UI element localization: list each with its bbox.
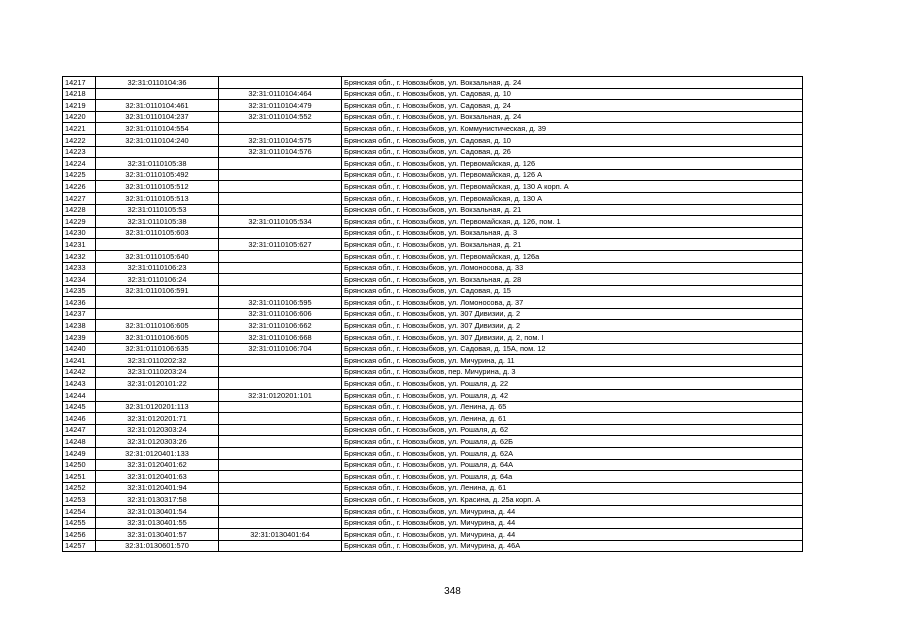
table-row: [63, 123, 803, 135]
building-cadastral-number-cell: [219, 517, 342, 529]
building-cadastral-number-cell: [219, 436, 342, 448]
land-cadastral-number-cell: 32:31:0110105:38: [96, 216, 219, 228]
row-number-cell: 14238: [63, 320, 96, 332]
building-cadastral-number-cell: 32:31:0110106:668: [219, 332, 342, 344]
row-number-cell: 14218: [63, 88, 96, 100]
address-cell: Брянская обл., г. Новозыбков, ул. 307 Дивизии, д. 2, пом. I: [342, 332, 803, 344]
land-cadastral-number-cell: [96, 239, 219, 251]
land-cadastral-number-cell: [96, 146, 219, 158]
row-number-cell: 14242: [63, 366, 96, 378]
building-cadastral-number-cell: [219, 540, 342, 552]
row-number-cell: 14226: [63, 181, 96, 193]
row-number-cell: 14244: [63, 390, 96, 402]
land-cadastral-number-cell: 32:31:0110104:36: [96, 77, 219, 89]
building-cadastral-number-cell: [219, 227, 342, 239]
table-row: [63, 227, 803, 239]
address-cell: Брянская обл., г. Новозыбков, ул. Вокзальная, д. 28: [342, 274, 803, 286]
table-row: [63, 146, 803, 158]
table-row: [63, 134, 803, 146]
page-number: 348: [444, 586, 461, 597]
land-cadastral-number-cell: 32:31:0120303:24: [96, 424, 219, 436]
table-row: [63, 192, 803, 204]
table-row: [63, 88, 803, 100]
building-cadastral-number-cell: [219, 274, 342, 286]
land-cadastral-number-cell: 32:31:0110202:32: [96, 355, 219, 367]
address-cell: Брянская обл., г. Новозыбков, ул. Красина, д. 25а корп. А: [342, 494, 803, 506]
row-number-cell: 14228: [63, 204, 96, 216]
table-row: [63, 181, 803, 193]
land-cadastral-number-cell: 32:31:0110106:23: [96, 262, 219, 274]
table-row: [63, 297, 803, 309]
address-cell: Брянская обл., г. Новозыбков, ул. Вокзальная, д. 24: [342, 111, 803, 123]
land-cadastral-number-cell: 32:31:0130317:58: [96, 494, 219, 506]
row-number-cell: 14236: [63, 297, 96, 309]
table-row: [63, 77, 803, 89]
address-cell: Брянская обл., г. Новозыбков, ул. Первомайская, д. 130 А корп. А: [342, 181, 803, 193]
table-row: [63, 436, 803, 448]
building-cadastral-number-cell: [219, 285, 342, 297]
table-row: [63, 494, 803, 506]
row-number-cell: 14235: [63, 285, 96, 297]
row-number-cell: 14225: [63, 169, 96, 181]
land-cadastral-number-cell: 32:31:0110106:635: [96, 343, 219, 355]
building-cadastral-number-cell: [219, 355, 342, 367]
table-row: [63, 169, 803, 181]
building-cadastral-number-cell: [219, 505, 342, 517]
table-row: [63, 343, 803, 355]
building-cadastral-number-cell: [219, 158, 342, 170]
row-number-cell: 14254: [63, 505, 96, 517]
address-cell: Брянская обл., г. Новозыбков, ул. Первомайская, д. 126 А: [342, 169, 803, 181]
table-row: [63, 401, 803, 413]
row-number-cell: 14230: [63, 227, 96, 239]
building-cadastral-number-cell: [219, 448, 342, 460]
land-cadastral-number-cell: 32:31:0130401:54: [96, 505, 219, 517]
address-cell: Брянская обл., г. Новозыбков, ул. Рошаля, д. 62Б: [342, 436, 803, 448]
address-cell: Брянская обл., г. Новозыбков, ул. Ломоносова, д. 37: [342, 297, 803, 309]
land-cadastral-number-cell: [96, 390, 219, 402]
table-row: [63, 378, 803, 390]
building-cadastral-number-cell: [219, 413, 342, 425]
row-number-cell: 14233: [63, 262, 96, 274]
row-number-cell: 14219: [63, 100, 96, 112]
land-cadastral-number-cell: 32:31:0120401:62: [96, 459, 219, 471]
land-cadastral-number-cell: 32:31:0110104:554: [96, 123, 219, 135]
row-number-cell: 14253: [63, 494, 96, 506]
address-cell: Брянская обл., г. Новозыбков, ул. Садовая, д. 26: [342, 146, 803, 158]
address-cell: Брянская обл., г. Новозыбков, ул. Первомайская, д. 130 А: [342, 192, 803, 204]
land-cadastral-number-cell: [96, 88, 219, 100]
land-cadastral-number-cell: 32:31:0120401:133: [96, 448, 219, 460]
building-cadastral-number-cell: 32:31:0110105:534: [219, 216, 342, 228]
table-row: [63, 158, 803, 170]
registry-table: [62, 76, 803, 552]
row-number-cell: 14246: [63, 413, 96, 425]
row-number-cell: 14223: [63, 146, 96, 158]
row-number-cell: 14255: [63, 517, 96, 529]
building-cadastral-number-cell: [219, 250, 342, 262]
building-cadastral-number-cell: [219, 77, 342, 89]
table-row: [63, 100, 803, 112]
row-number-cell: 14221: [63, 123, 96, 135]
address-cell: Брянская обл., г. Новозыбков, ул. 307 Дивизии, д. 2: [342, 308, 803, 320]
row-number-cell: 14251: [63, 471, 96, 483]
building-cadastral-number-cell: [219, 123, 342, 135]
address-cell: Брянская обл., г. Новозыбков, ул. Мичурина, д. 44: [342, 505, 803, 517]
land-cadastral-number-cell: 32:31:0110203:24: [96, 366, 219, 378]
land-cadastral-number-cell: 32:31:0120101:22: [96, 378, 219, 390]
building-cadastral-number-cell: [219, 169, 342, 181]
address-cell: Брянская обл., г. Новозыбков, ул. Вокзальная, д. 21: [342, 204, 803, 216]
address-cell: Брянская обл., г. Новозыбков, ул. Первомайская, д. 126: [342, 158, 803, 170]
land-cadastral-number-cell: 32:31:0110105:603: [96, 227, 219, 239]
address-cell: Брянская обл., г. Новозыбков, ул. Рошаля, д. 64А: [342, 459, 803, 471]
address-cell: Брянская обл., г. Новозыбков, ул. Первомайская, д. 126, пом. 1: [342, 216, 803, 228]
address-cell: Брянская обл., г. Новозыбков, ул. Рошаля, д. 42: [342, 390, 803, 402]
table-row: [63, 204, 803, 216]
building-cadastral-number-cell: [219, 204, 342, 216]
land-cadastral-number-cell: 32:31:0110106:24: [96, 274, 219, 286]
row-number-cell: 14250: [63, 459, 96, 471]
table-row: [63, 239, 803, 251]
row-number-cell: 14231: [63, 239, 96, 251]
building-cadastral-number-cell: [219, 494, 342, 506]
address-cell: Брянская обл., г. Новозыбков, ул. 307 Дивизии, д. 2: [342, 320, 803, 332]
building-cadastral-number-cell: [219, 262, 342, 274]
building-cadastral-number-cell: [219, 192, 342, 204]
row-number-cell: 14247: [63, 424, 96, 436]
row-number-cell: 14257: [63, 540, 96, 552]
building-cadastral-number-cell: [219, 471, 342, 483]
row-number-cell: 14229: [63, 216, 96, 228]
address-cell: Брянская обл., г. Новозыбков, ул. Ленина, д. 61: [342, 413, 803, 425]
table-row: [63, 471, 803, 483]
table-row: [63, 459, 803, 471]
table-row: [63, 366, 803, 378]
table-row: [63, 250, 803, 262]
land-cadastral-number-cell: 32:31:0110105:53: [96, 204, 219, 216]
table-row: [63, 285, 803, 297]
row-number-cell: 14232: [63, 250, 96, 262]
row-number-cell: 14227: [63, 192, 96, 204]
building-cadastral-number-cell: 32:31:0110104:464: [219, 88, 342, 100]
building-cadastral-number-cell: [219, 401, 342, 413]
table-row: [63, 424, 803, 436]
building-cadastral-number-cell: 32:31:0110106:595: [219, 297, 342, 309]
row-number-cell: 14234: [63, 274, 96, 286]
row-number-cell: 14241: [63, 355, 96, 367]
row-number-cell: 14245: [63, 401, 96, 413]
address-cell: Брянская обл., г. Новозыбков, ул. Вокзальная, д. 24: [342, 77, 803, 89]
land-cadastral-number-cell: 32:31:0110105:513: [96, 192, 219, 204]
address-cell: Брянская обл., г. Новозыбков, ул. Рошаля, д. 62А: [342, 448, 803, 460]
row-number-cell: 14248: [63, 436, 96, 448]
address-cell: Брянская обл., г. Новозыбков, ул. Садовая, д. 15: [342, 285, 803, 297]
address-cell: Брянская обл., г. Новозыбков, ул. Рошаля, д. 22: [342, 378, 803, 390]
building-cadastral-number-cell: [219, 482, 342, 494]
table-row: [63, 390, 803, 402]
land-cadastral-number-cell: 32:31:0110105:492: [96, 169, 219, 181]
land-cadastral-number-cell: 32:31:0110105:512: [96, 181, 219, 193]
row-number-cell: 14243: [63, 378, 96, 390]
address-cell: Брянская обл., г. Новозыбков, пер. Мичурина, д. 3: [342, 366, 803, 378]
land-cadastral-number-cell: 32:31:0110104:461: [96, 100, 219, 112]
land-cadastral-number-cell: 32:31:0130401:55: [96, 517, 219, 529]
address-cell: Брянская обл., г. Новозыбков, ул. Вокзальная, д. 3: [342, 227, 803, 239]
row-number-cell: 14249: [63, 448, 96, 460]
table-row: [63, 482, 803, 494]
land-cadastral-number-cell: [96, 297, 219, 309]
land-cadastral-number-cell: 32:31:0110105:640: [96, 250, 219, 262]
land-cadastral-number-cell: 32:31:0110106:605: [96, 320, 219, 332]
row-number-cell: 14237: [63, 308, 96, 320]
address-cell: Брянская обл., г. Новозыбков, ул. Мичурина, д. 46А: [342, 540, 803, 552]
land-cadastral-number-cell: 32:31:0120401:63: [96, 471, 219, 483]
address-cell: Брянская обл., г. Новозыбков, ул. Рошаля, д. 62: [342, 424, 803, 436]
table-row: [63, 505, 803, 517]
table-row: [63, 517, 803, 529]
land-cadastral-number-cell: 32:31:0120201:71: [96, 413, 219, 425]
table-row: [63, 320, 803, 332]
address-cell: Брянская обл., г. Новозыбков, ул. Рошаля, д. 64а: [342, 471, 803, 483]
address-cell: Брянская обл., г. Новозыбков, ул. Садовая, д. 24: [342, 100, 803, 112]
row-number-cell: 14256: [63, 529, 96, 541]
table-row: [63, 111, 803, 123]
address-cell: Брянская обл., г. Новозыбков, ул. Мичурина, д. 11: [342, 355, 803, 367]
building-cadastral-number-cell: 32:31:0110106:704: [219, 343, 342, 355]
row-number-cell: 14222: [63, 134, 96, 146]
address-cell: Брянская обл., г. Новозыбков, ул. Ленина, д. 65: [342, 401, 803, 413]
registry-table-body: [63, 77, 803, 552]
address-cell: Брянская обл., г. Новозыбков, ул. Коммунистическая, д. 39: [342, 123, 803, 135]
land-cadastral-number-cell: 32:31:0120201:113: [96, 401, 219, 413]
table-row: [63, 529, 803, 541]
building-cadastral-number-cell: 32:31:0110104:552: [219, 111, 342, 123]
building-cadastral-number-cell: 32:31:0110104:479: [219, 100, 342, 112]
table-row: [63, 332, 803, 344]
building-cadastral-number-cell: [219, 459, 342, 471]
land-cadastral-number-cell: 32:31:0110105:38: [96, 158, 219, 170]
land-cadastral-number-cell: [96, 308, 219, 320]
table-row: [63, 540, 803, 552]
table-row: [63, 413, 803, 425]
row-number-cell: 14217: [63, 77, 96, 89]
address-cell: Брянская обл., г. Новозыбков, ул. Первомайская, д. 126а: [342, 250, 803, 262]
row-number-cell: 14252: [63, 482, 96, 494]
land-cadastral-number-cell: 32:31:0110106:605: [96, 332, 219, 344]
address-cell: Брянская обл., г. Новозыбков, ул. Садовая, д. 10: [342, 88, 803, 100]
land-cadastral-number-cell: 32:31:0110106:591: [96, 285, 219, 297]
building-cadastral-number-cell: 32:31:0110105:627: [219, 239, 342, 251]
land-cadastral-number-cell: 32:31:0120401:94: [96, 482, 219, 494]
row-number-cell: 14224: [63, 158, 96, 170]
land-cadastral-number-cell: 32:31:0130601:570: [96, 540, 219, 552]
building-cadastral-number-cell: 32:31:0130401:64: [219, 529, 342, 541]
land-cadastral-number-cell: 32:31:0110104:237: [96, 111, 219, 123]
building-cadastral-number-cell: 32:31:0110106:606: [219, 308, 342, 320]
building-cadastral-number-cell: [219, 366, 342, 378]
building-cadastral-number-cell: 32:31:0110104:576: [219, 146, 342, 158]
land-cadastral-number-cell: 32:31:0110104:240: [96, 134, 219, 146]
address-cell: Брянская обл., г. Новозыбков, ул. Садовая, д. 15А, пом. 12: [342, 343, 803, 355]
address-cell: Брянская обл., г. Новозыбков, ул. Мичурина, д. 44: [342, 529, 803, 541]
land-cadastral-number-cell: 32:31:0120303:26: [96, 436, 219, 448]
row-number-cell: 14240: [63, 343, 96, 355]
address-cell: Брянская обл., г. Новозыбков, ул. Ломоносова, д. 33: [342, 262, 803, 274]
table-row: [63, 308, 803, 320]
address-cell: Брянская обл., г. Новозыбков, ул. Вокзальная, д. 21: [342, 239, 803, 251]
table-row: [63, 216, 803, 228]
row-number-cell: 14239: [63, 332, 96, 344]
address-cell: Брянская обл., г. Новозыбков, ул. Мичурина, д. 44: [342, 517, 803, 529]
address-cell: Брянская обл., г. Новозыбков, ул. Ленина, д. 61: [342, 482, 803, 494]
building-cadastral-number-cell: 32:31:0110104:575: [219, 134, 342, 146]
building-cadastral-number-cell: [219, 378, 342, 390]
building-cadastral-number-cell: 32:31:0120201:101: [219, 390, 342, 402]
table-row: [63, 355, 803, 367]
address-cell: Брянская обл., г. Новозыбков, ул. Садовая, д. 10: [342, 134, 803, 146]
row-number-cell: 14220: [63, 111, 96, 123]
building-cadastral-number-cell: [219, 181, 342, 193]
building-cadastral-number-cell: 32:31:0110106:662: [219, 320, 342, 332]
building-cadastral-number-cell: [219, 424, 342, 436]
table-row: [63, 274, 803, 286]
table-row: [63, 448, 803, 460]
land-cadastral-number-cell: 32:31:0130401:57: [96, 529, 219, 541]
table-row: [63, 262, 803, 274]
